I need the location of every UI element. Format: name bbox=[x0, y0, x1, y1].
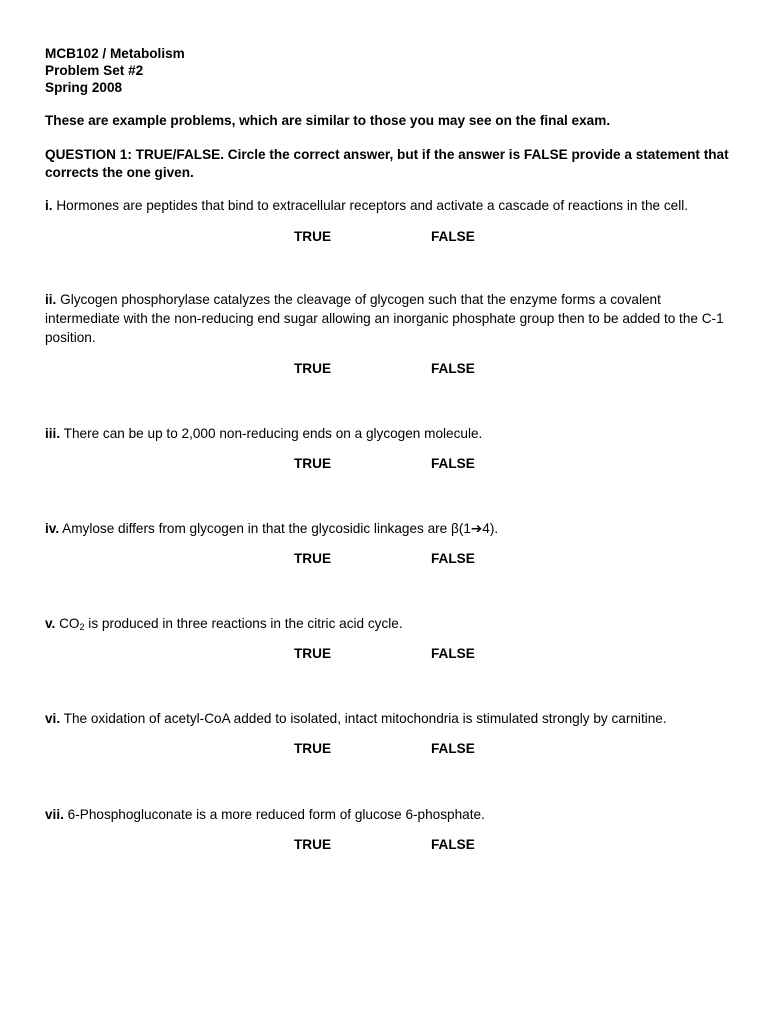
item-number: i. bbox=[45, 198, 53, 213]
course-title: MCB102 / Metabolism bbox=[45, 46, 185, 61]
false-option-vii[interactable]: FALSE bbox=[431, 837, 475, 852]
true-option-vi[interactable]: TRUE bbox=[294, 741, 332, 756]
question-1-heading: QUESTION 1: TRUE/FALSE. Circle the correct answer, but if the answer is FALSE provide a statement that corrects the one given. bbox=[45, 147, 729, 180]
item-text: Amylose differs from glycogen in that the glycosidic linkages are β(1➔4). bbox=[62, 521, 499, 536]
false-option-iv[interactable]: FALSE bbox=[431, 551, 475, 566]
true-option-iv[interactable]: TRUE bbox=[294, 551, 332, 566]
question-item-v bbox=[45, 614, 735, 633]
item-text: Glycogen phosphorylase catalyzes the cleavage of glycogen such that the enzyme forms a covalent intermediate with the non-reducing end sugar allowing an inorganic phosphate group then to be added to the C-1 position. bbox=[45, 292, 724, 345]
co2-subscript: 2 bbox=[79, 622, 85, 632]
item-text: 6-Phosphogluconate is a more reduced form of glucose 6-phosphate. bbox=[67, 807, 485, 822]
problem-set-label: Problem Set #2 bbox=[45, 63, 144, 78]
item-text-rest: is produced in three reactions in the citric acid cycle. bbox=[84, 616, 403, 631]
term-label: Spring 2008 bbox=[45, 80, 123, 95]
item-text: Hormones are peptides that bind to extracellular receptors and activate a cascade of reactions in the cell. bbox=[56, 198, 689, 213]
item-number: vii. bbox=[45, 807, 64, 822]
true-option-v[interactable]: TRUE bbox=[294, 646, 332, 661]
co2-formula: CO bbox=[59, 616, 80, 631]
false-option-i[interactable]: FALSE bbox=[431, 229, 475, 244]
false-option-vi[interactable]: FALSE bbox=[431, 741, 475, 756]
false-option-v[interactable]: FALSE bbox=[431, 646, 475, 661]
item-text: The oxidation of acetyl-CoA added to isolated, intact mitochondria is stimulated strongly by carnitine. bbox=[63, 711, 667, 726]
question-item-i bbox=[45, 196, 735, 215]
item-number: v. bbox=[45, 616, 56, 631]
question-item-ii bbox=[45, 290, 735, 347]
question-item-iii bbox=[45, 424, 735, 443]
item-number: ii. bbox=[45, 292, 57, 307]
false-option-ii[interactable]: FALSE bbox=[431, 361, 475, 376]
true-option-vii[interactable]: TRUE bbox=[294, 837, 332, 852]
question-item-vii bbox=[45, 805, 735, 824]
question-item-iv bbox=[45, 519, 735, 538]
item-number: iv. bbox=[45, 521, 60, 536]
item-text: There can be up to 2,000 non-reducing ends on a glycogen molecule. bbox=[63, 426, 483, 441]
item-number: iii. bbox=[45, 426, 61, 441]
item-number: vi. bbox=[45, 711, 61, 726]
false-option-iii[interactable]: FALSE bbox=[431, 456, 475, 471]
true-option-iii[interactable]: TRUE bbox=[294, 456, 332, 471]
true-option-i[interactable]: TRUE bbox=[294, 229, 332, 244]
item-text bbox=[59, 616, 403, 631]
question-item-vi bbox=[45, 709, 735, 728]
document-header bbox=[45, 45, 185, 96]
intro-text: These are example problems, which are similar to those you may see on the final exam. bbox=[45, 113, 611, 128]
true-option-ii[interactable]: TRUE bbox=[294, 361, 332, 376]
